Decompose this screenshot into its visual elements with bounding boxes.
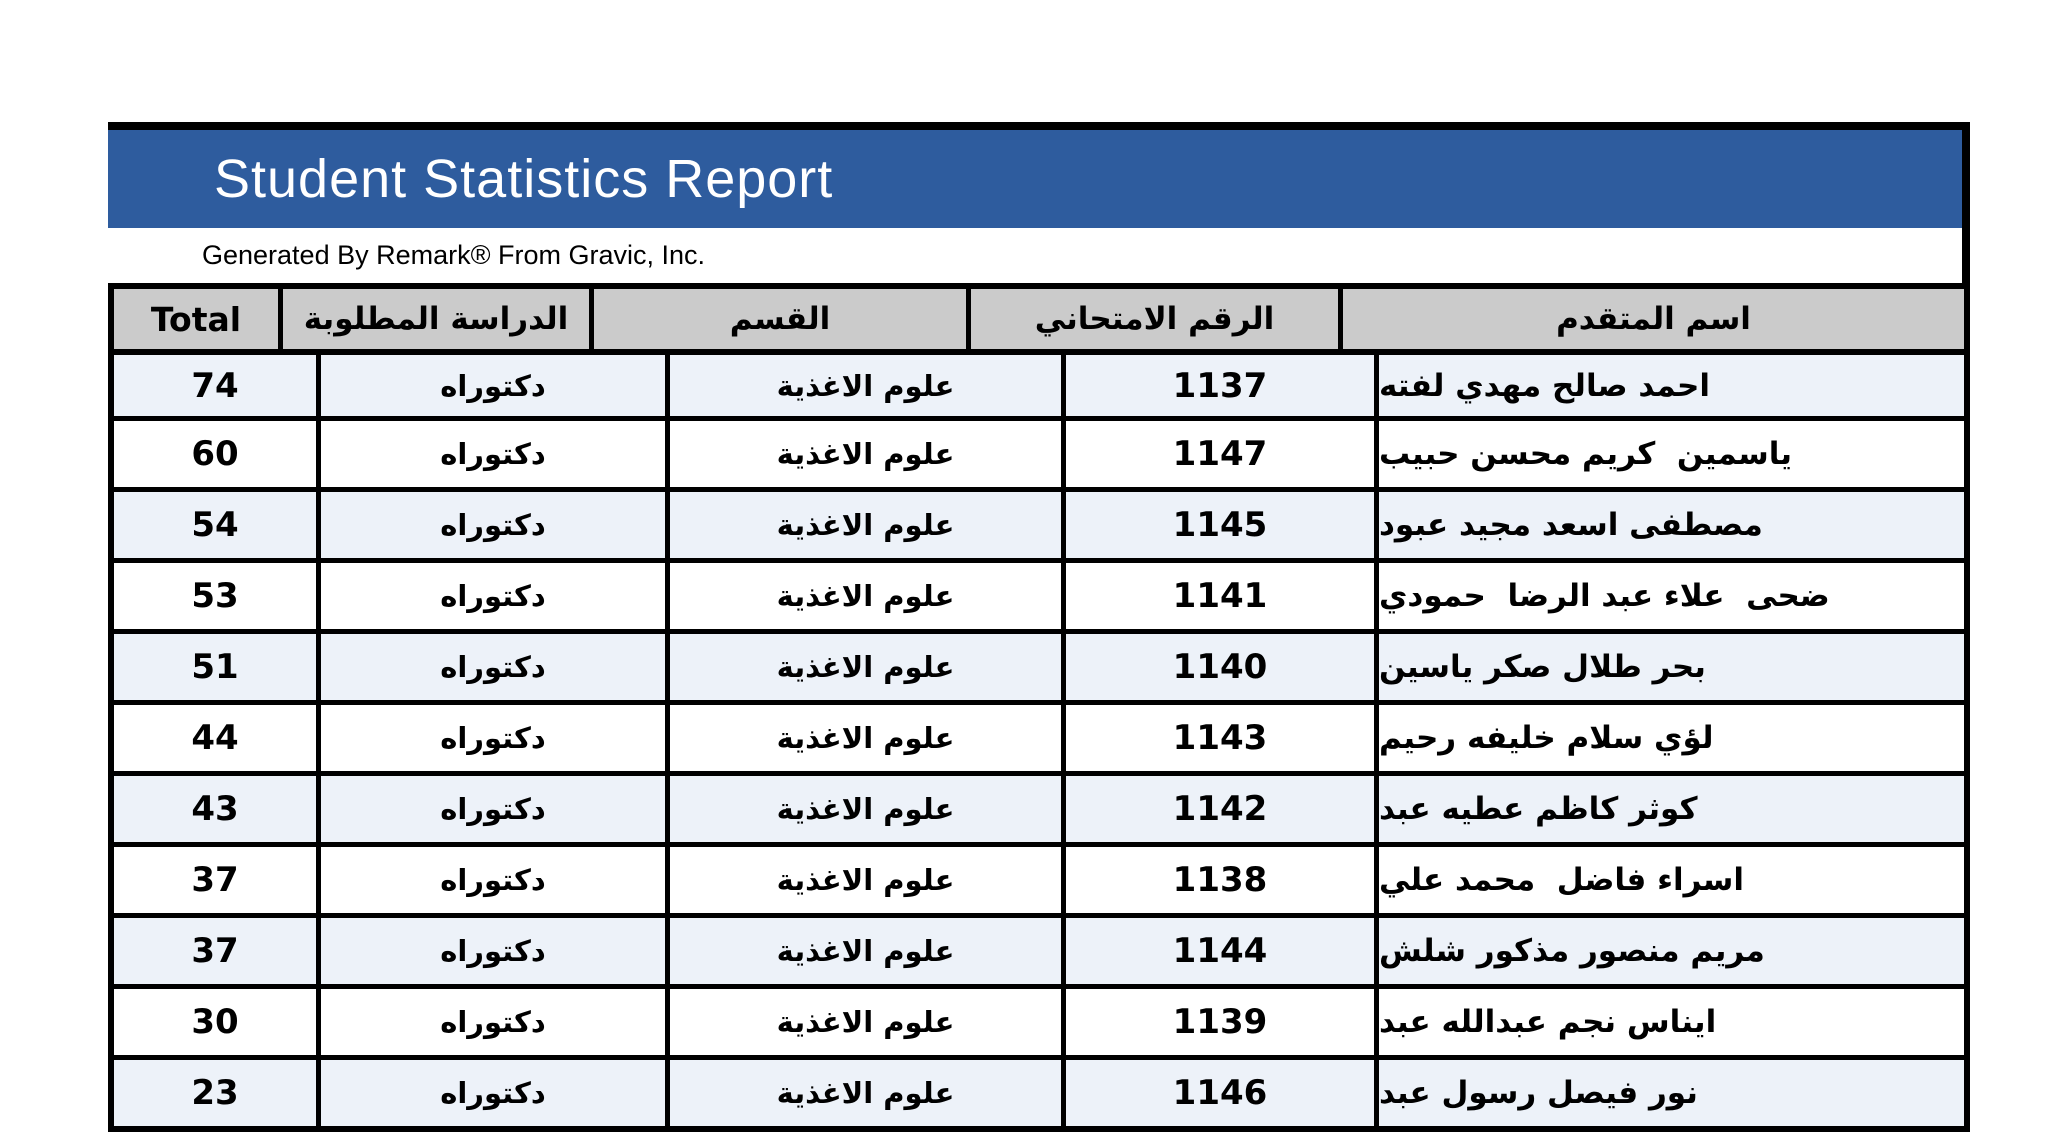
column-header-exam-number: الرقم الامتحاني: [966, 289, 1338, 349]
table-row: [114, 1055, 1964, 1126]
column-header-total: Total: [150, 299, 242, 339]
cell-department: علوم الاغذية: [665, 355, 1061, 416]
table-row: [114, 416, 1964, 487]
cell-exam-number: 1146: [1061, 1060, 1374, 1126]
cell-required-study: دكتوراه: [316, 563, 665, 629]
cell-applicant-name: ضحى علاء عبد الرضا حمودي: [1374, 563, 1964, 629]
cell-department: علوم الاغذية: [665, 1060, 1061, 1126]
column-header-applicant-name: اسم المتقدم: [1338, 289, 1964, 349]
cell-total: 74: [191, 365, 239, 406]
table-row: [114, 913, 1964, 984]
cell-exam-number: 1144: [1061, 918, 1374, 984]
report-subtitle: Generated By Remark® From Gravic, Inc.: [202, 240, 706, 270]
column-header-required-study: الدراسة المطلوبة: [278, 289, 589, 349]
table-header-row: [108, 283, 1970, 355]
cell-required-study: دكتوراه: [316, 705, 665, 771]
table-body: [108, 355, 1970, 1132]
table-row: [114, 558, 1964, 629]
cell-applicant-name: بحر طلال صكر ياسين: [1374, 634, 1964, 700]
cell-total: 44: [191, 718, 239, 758]
cell-required-study: دكتوراه: [316, 776, 665, 842]
report-container: [108, 122, 1970, 1132]
table-row: [114, 700, 1964, 771]
cell-total: 30: [191, 1002, 239, 1042]
table-row: [114, 629, 1964, 700]
table-row: [114, 984, 1964, 1055]
cell-required-study: دكتوراه: [316, 421, 665, 487]
column-header-department: القسم: [589, 289, 966, 349]
cell-applicant-name: مريم منصور مذكور شلش: [1374, 918, 1964, 984]
cell-applicant-name: احمد صالح مهدي لفته: [1374, 355, 1964, 416]
cell-total: 37: [191, 931, 239, 971]
cell-total: 23: [191, 1073, 239, 1113]
cell-applicant-name: ايناس نجم عبدالله عبد: [1374, 989, 1964, 1055]
cell-total: 60: [191, 434, 239, 474]
cell-exam-number: 1139: [1061, 989, 1374, 1055]
report-subtitle-band: [108, 228, 1962, 283]
cell-department: علوم الاغذية: [665, 989, 1061, 1055]
table-row: [114, 842, 1964, 913]
cell-department: علوم الاغذية: [665, 634, 1061, 700]
cell-department: علوم الاغذية: [665, 705, 1061, 771]
cell-applicant-name: نور فيصل رسول عبد: [1374, 1060, 1964, 1126]
table-row: [114, 355, 1964, 416]
report-title: Student Statistics Report: [214, 149, 834, 209]
table-row: [114, 487, 1964, 558]
cell-required-study: دكتوراه: [316, 918, 665, 984]
cell-total: 51: [191, 647, 239, 687]
cell-required-study: دكتوراه: [316, 847, 665, 913]
cell-exam-number: 1145: [1061, 492, 1374, 558]
cell-required-study: دكتوراه: [316, 989, 665, 1055]
cell-exam-number: 1138: [1061, 847, 1374, 913]
cell-exam-number: 1137: [1061, 355, 1374, 416]
cell-required-study: دكتوراه: [316, 634, 665, 700]
cell-applicant-name: ياسمين كريم محسن حبيب: [1374, 421, 1964, 487]
cell-applicant-name: كوثر كاظم عطيه عبد: [1374, 776, 1964, 842]
cell-total: 37: [191, 860, 239, 900]
report-title-box: [108, 122, 1970, 283]
cell-department: علوم الاغذية: [665, 776, 1061, 842]
cell-applicant-name: لؤي سلام خليفه رحيم: [1374, 705, 1964, 771]
cell-required-study: دكتوراه: [316, 1060, 665, 1126]
cell-required-study: دكتوراه: [316, 492, 665, 558]
report-title-bar: [108, 130, 1962, 228]
cell-department: علوم الاغذية: [665, 847, 1061, 913]
cell-total: 43: [191, 789, 239, 829]
cell-department: علوم الاغذية: [665, 563, 1061, 629]
cell-exam-number: 1141: [1061, 563, 1374, 629]
cell-total: 54: [191, 505, 239, 545]
cell-exam-number: 1147: [1061, 421, 1374, 487]
cell-department: علوم الاغذية: [665, 421, 1061, 487]
cell-exam-number: 1140: [1061, 634, 1374, 700]
cell-exam-number: 1142: [1061, 776, 1374, 842]
cell-exam-number: 1143: [1061, 705, 1374, 771]
cell-department: علوم الاغذية: [665, 918, 1061, 984]
cell-applicant-name: اسراء فاضل محمد علي: [1374, 847, 1964, 913]
cell-department: علوم الاغذية: [665, 492, 1061, 558]
table-row: [114, 771, 1964, 842]
cell-applicant-name: مصطفى اسعد مجيد عبود: [1374, 492, 1964, 558]
cell-required-study: دكتوراه: [316, 355, 665, 416]
cell-total: 53: [191, 576, 239, 616]
